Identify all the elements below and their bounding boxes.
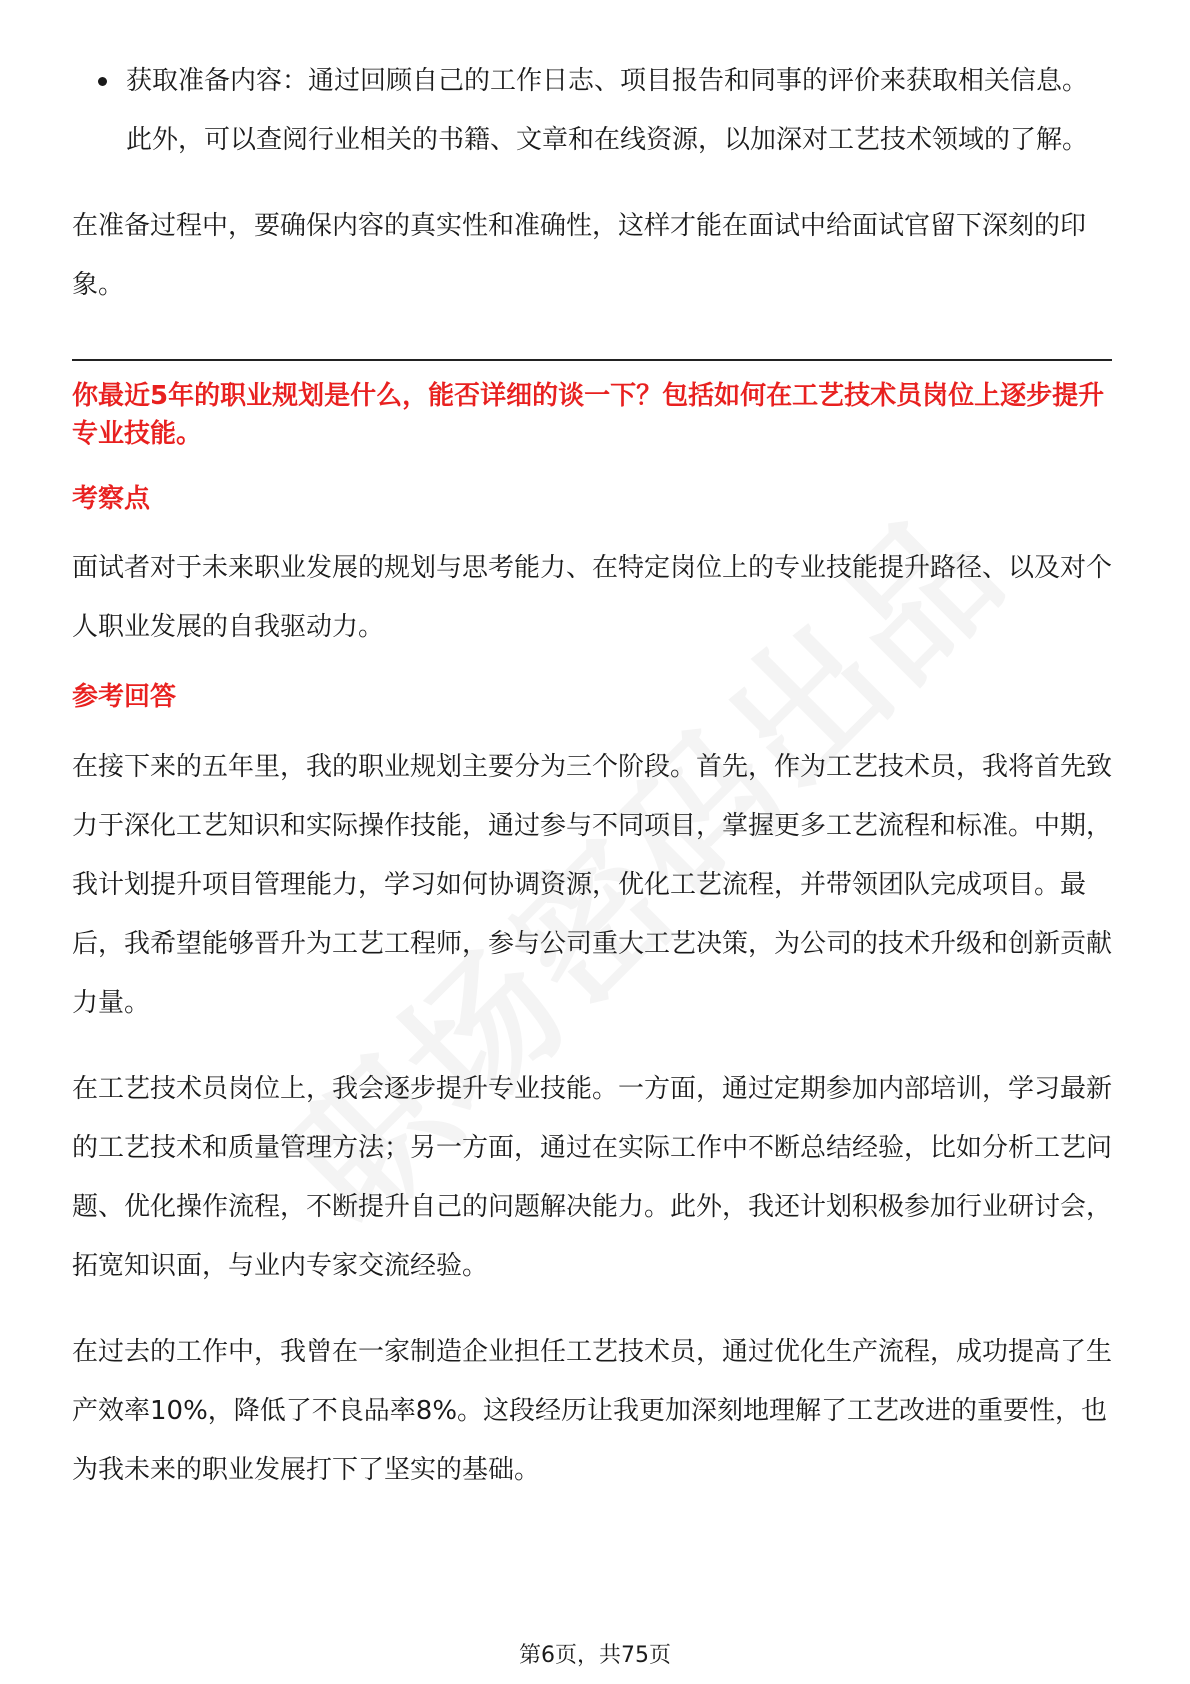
- page-content: [72, 52, 1112, 1500]
- interview-question: 你最近5年的职业规划是什么，能否详细的谈一下？包括如何在工艺技术员岗位上逐步提升专业技能。: [72, 381, 1105, 449]
- bullet-dot-icon: [98, 77, 107, 86]
- bullet-text: 获取准备内容：通过回顾自己的工作日志、项目报告和同事的评价来获取相关信息。此外，可以查阅行业相关的书籍、文章和在线资源，以加深对工艺技术领域的了解。: [126, 66, 1089, 155]
- page-number-footer: 第6页，共75页: [519, 1643, 671, 1668]
- answer-paragraph-2: 在工艺技术员岗位上，我会逐步提升专业技能。一方面，通过定期参加内部培训，学习最新的工艺技术和质量管理方法；另一方面，通过在实际工作中不断总结经验，比如分析工艺问题、优化操作流程，不断提升自己的问题解决能力。此外，我还计划积极参加行业研讨会，拓宽知识面，与业内专家交流经验。: [72, 1074, 1113, 1281]
- answer-paragraph-3: 在过去的工作中，我曾在一家制造企业担任工艺技术员，通过优化生产流程，成功提高了生产效率10%，降低了不良品率8%。这段经历让我更加深刻地理解了工艺改进的重要性，也为我未来的职业发展打下了坚实的基础。: [72, 1337, 1113, 1485]
- bullet-list-item: [72, 52, 1112, 170]
- closing-paragraph: 在准备过程中，要确保内容的真实性和准确性，这样才能在面试中给面试官留下深刻的印象。: [72, 211, 1087, 300]
- answer-paragraph-1: 在接下来的五年里，我的职业规划主要分为三个阶段。首先，作为工艺技术员，我将首先致力于深化工艺知识和实际操作技能，通过参与不同项目，掌握更多工艺流程和标准。中期，我计划提升项目管理能力，学习如何协调资源，优化工艺流程，并带领团队完成项目。最后，我希望能够晋升为工艺工程师，参与公司重大工艺决策，为公司的技术升级和创新贡献力量。: [72, 752, 1113, 1018]
- answer-label: 参考回答: [72, 682, 177, 712]
- section-divider: [72, 359, 1112, 361]
- assessment-label: 考察点: [72, 484, 151, 514]
- assessment-text: 面试者对于未来职业发展的规划与思考能力、在特定岗位上的专业技能提升路径、以及对个人职业发展的自我驱动力。: [72, 553, 1113, 642]
